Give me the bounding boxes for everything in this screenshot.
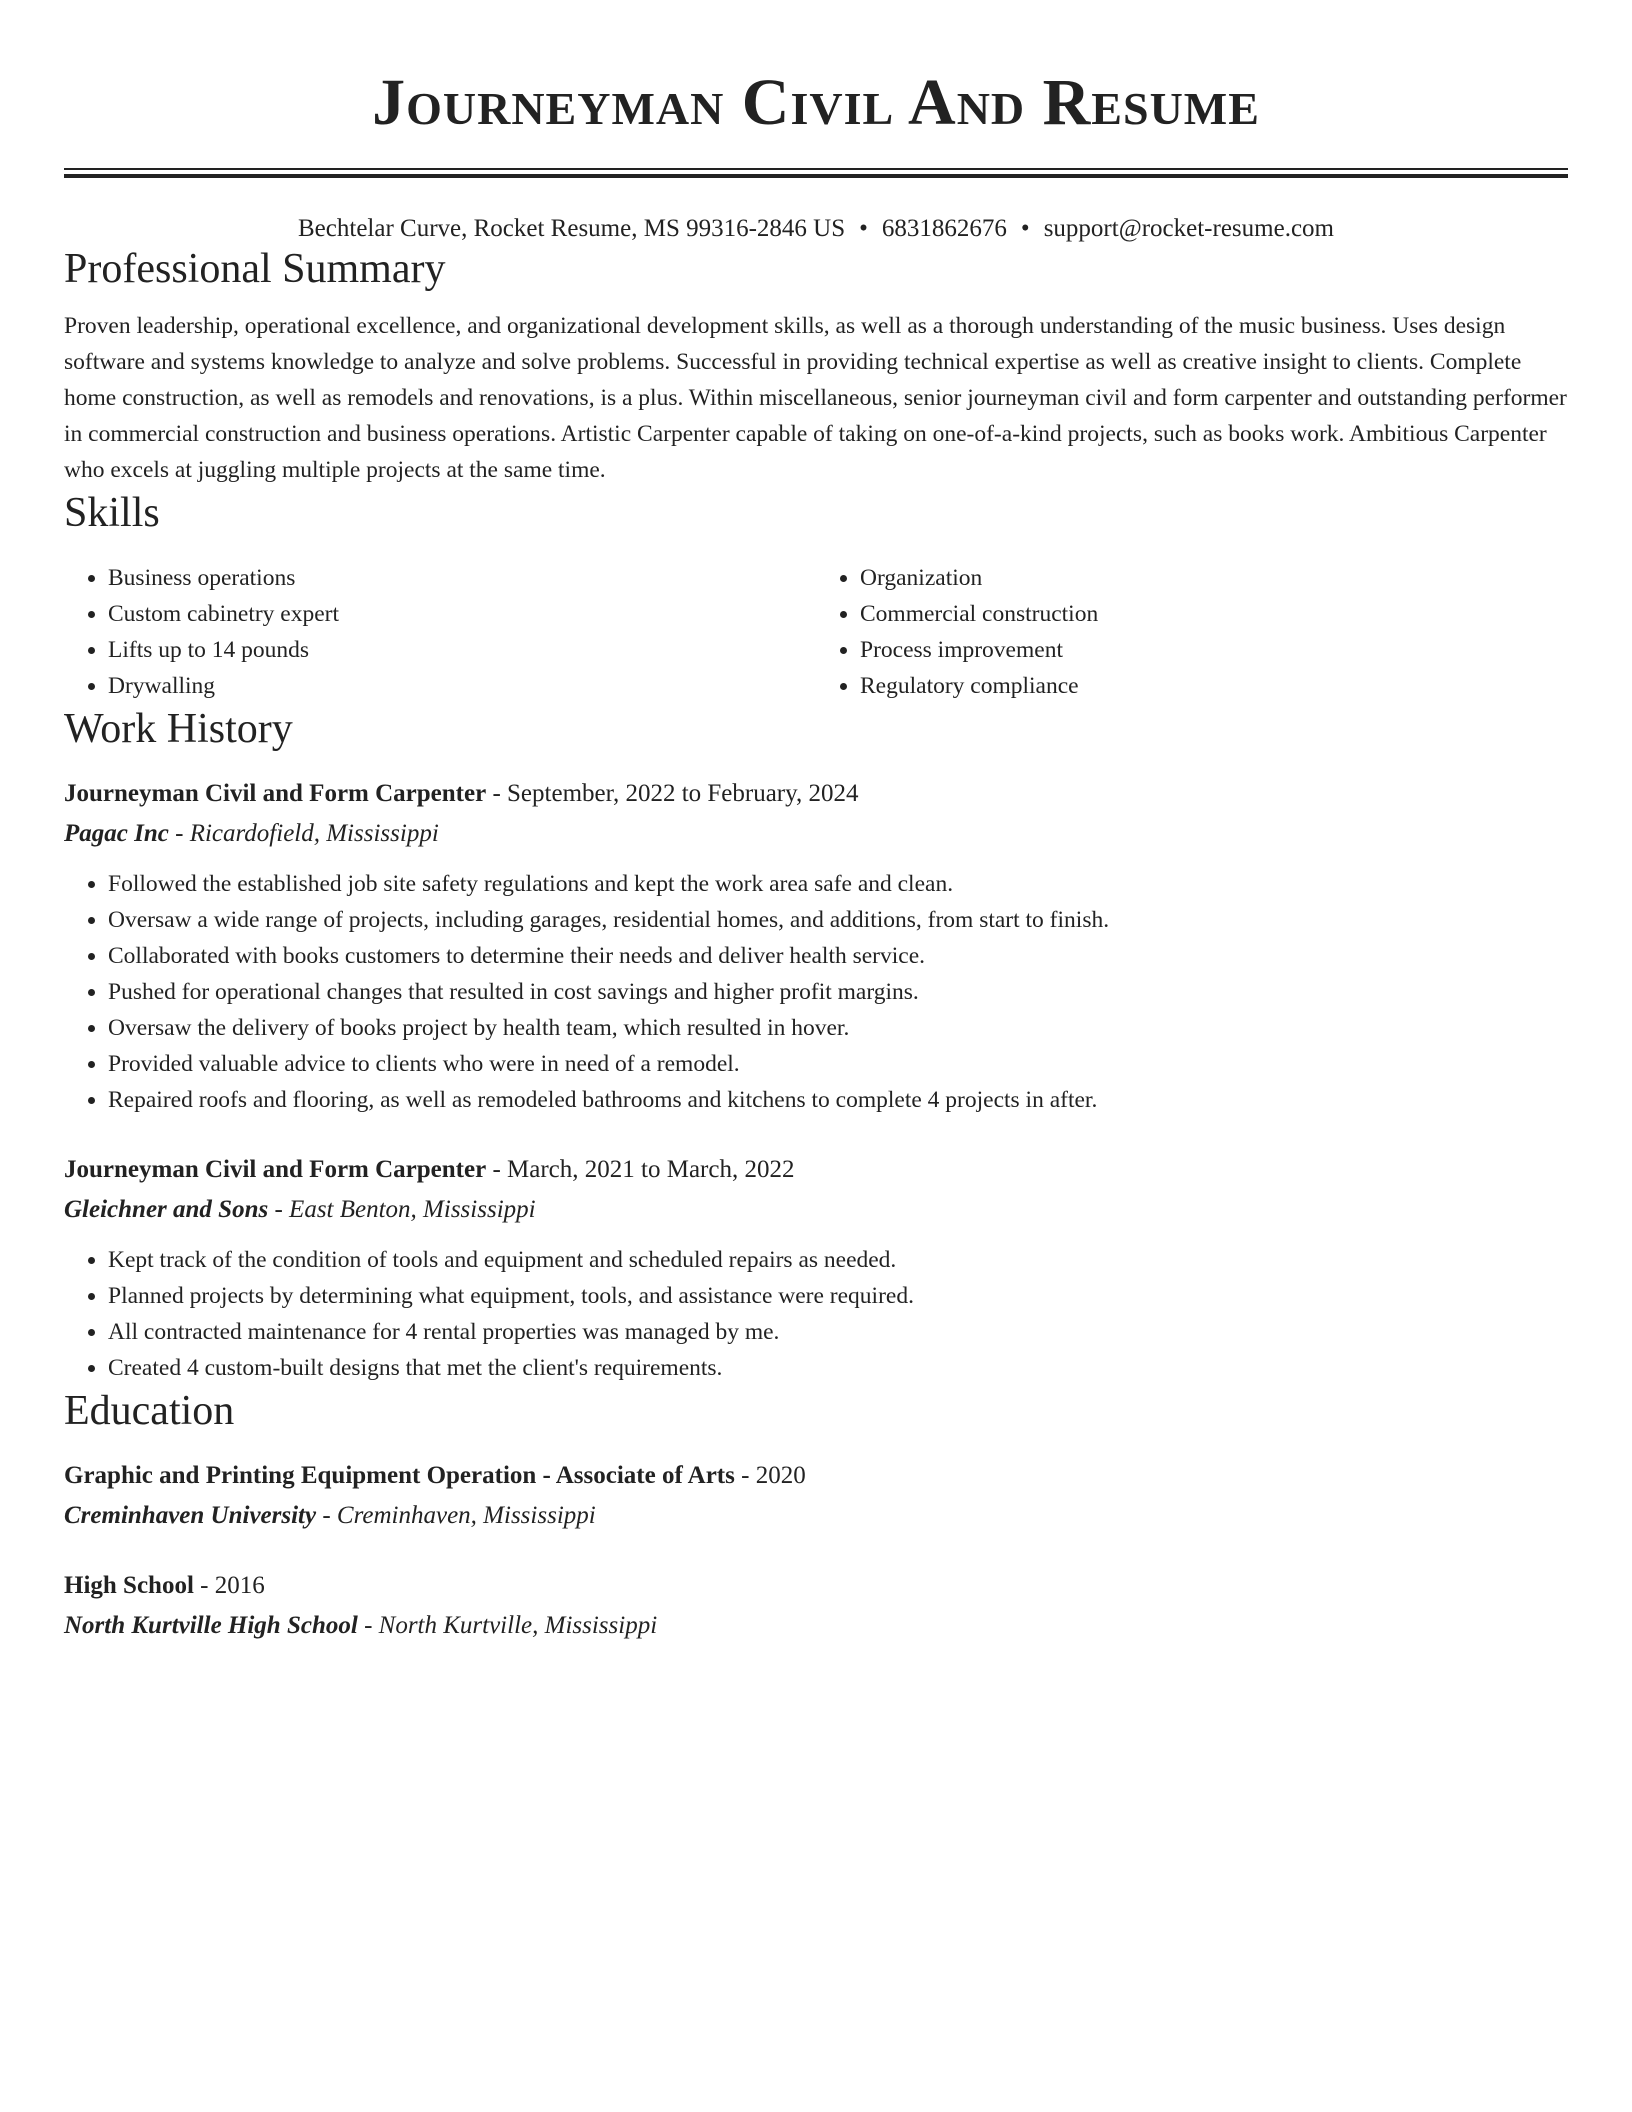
job-bullet: • Oversaw the delivery of books project by health team, which resulted in hover. — [108, 1010, 1568, 1046]
job-bullet: • Kept track of the condition of tools and equipment and scheduled repairs as needed. — [108, 1242, 1568, 1278]
skill-item: • Business operations — [108, 560, 816, 596]
contact-address: Bechtelar Curve, Rocket Resume, MS 99316-2846 US — [298, 215, 846, 242]
job-entry — [64, 774, 1568, 1118]
dash-separator: - — [734, 1462, 756, 1489]
education-heading: Education — [64, 1388, 235, 1434]
education-header — [64, 1566, 1568, 1606]
skills-column-right — [816, 560, 1568, 704]
education-school-line — [64, 1606, 1568, 1646]
resume-name: Journeyman Civil And Resume — [372, 66, 1260, 139]
header-double-rule — [64, 168, 1568, 178]
job-bullet: • Repaired roofs and flooring, as well as remodeled bathrooms and kitchens to complete 4 projects in after. — [108, 1082, 1568, 1118]
job-bullet: • Collaborated with books customers to determine their needs and deliver health service. — [108, 938, 1568, 974]
job-dates: March, 2021 to March, 2022 — [507, 1156, 795, 1183]
skill-item: • Lifts up to 14 pounds — [108, 632, 816, 668]
education-year: 2020 — [755, 1462, 806, 1489]
job-bullet: • Provided valuable advice to clients who were in need of a remodel. — [108, 1046, 1568, 1082]
education-entry — [64, 1566, 1568, 1646]
summary-text: Proven leadership, operational excellence, and organizational development skills, as well as a thorough understanding of the music business. Uses design software and systems knowledge to analyze and solve problems. Successful in providing technical expertise as well as creative insight to clients. Complete home construction, as well as remodels and renovations, is a plus. Within miscellaneous, senior journeyman civil and form carpenter and outstanding performer in commercial construction and business operations. Artistic Carpenter capable of taking on one-of-a-kind projects, such as books work. Ambitious Carpenter who excels at juggling multiple projects at the same time. — [64, 313, 1567, 483]
job-dates: September, 2022 to February, 2024 — [507, 780, 859, 807]
skills-column-left — [64, 560, 816, 704]
education-location: North Kurtville, Mississippi — [378, 1612, 658, 1639]
job-entry — [64, 1150, 1568, 1386]
job-header — [64, 1150, 1568, 1190]
contact-separator: • — [859, 215, 868, 242]
contact-email: support@rocket-resume.com — [1043, 215, 1334, 242]
skill-item: • Commercial construction — [860, 596, 1568, 632]
job-bullet: • Planned projects by determining what equipment, tools, and assistance were required. — [108, 1278, 1568, 1314]
job-bullets — [64, 1242, 1568, 1386]
summary-heading: Professional Summary — [64, 246, 446, 292]
education-entry — [64, 1456, 1568, 1536]
job-bullet: • Followed the established job site safety regulations and kept the work area safe and clean. — [108, 866, 1568, 902]
skill-item: • Process improvement — [860, 632, 1568, 668]
skill-item: • Custom cabinetry expert — [108, 596, 816, 632]
skill-item: • Regulatory compliance — [860, 668, 1568, 704]
education-location: Creminhaven, Mississippi — [336, 1502, 596, 1529]
dash-separator: - — [357, 1612, 379, 1639]
work-history-heading: Work History — [64, 706, 293, 752]
job-bullets — [64, 866, 1568, 1118]
job-header — [64, 774, 1568, 814]
job-role: Journeyman Civil and Form Carpenter — [64, 1156, 487, 1183]
contact-separator: • — [1020, 215, 1030, 242]
skills-heading: Skills — [64, 490, 160, 536]
job-bullet: • Oversaw a wide range of projects, including garages, residential homes, and additions, from start to finish. — [108, 902, 1568, 938]
education-school: Creminhaven University — [64, 1502, 317, 1529]
dash-separator: - — [168, 820, 190, 847]
education-school-line — [64, 1496, 1568, 1536]
contact-line — [64, 214, 1568, 244]
job-role: Journeyman Civil and Form Carpenter — [64, 780, 487, 807]
skill-item: • Organization — [860, 560, 1568, 596]
contact-phone: 6831862676 — [881, 215, 1007, 242]
job-bullet: • All contracted maintenance for 4 rental properties was managed by me. — [108, 1314, 1568, 1350]
dash-separator: - — [486, 780, 508, 807]
job-company-line — [64, 1190, 1568, 1230]
dash-separator: - — [268, 1196, 290, 1223]
skill-item: • Drywalling — [108, 668, 816, 704]
job-location: Ricardofield, Mississippi — [189, 820, 439, 847]
dash-separator: - — [486, 1156, 508, 1183]
job-company: Pagac Inc — [64, 820, 169, 847]
education-degree: High School — [64, 1572, 194, 1599]
job-company-line — [64, 814, 1568, 854]
education-year: 2016 — [214, 1572, 265, 1599]
dash-separator: - — [193, 1572, 215, 1599]
job-bullet: • Pushed for operational changes that resulted in cost savings and higher profit margins. — [108, 974, 1568, 1010]
job-company: Gleichner and Sons — [64, 1196, 269, 1223]
education-header — [64, 1456, 1568, 1496]
education-school: North Kurtville High School — [64, 1612, 358, 1639]
skills-grid — [64, 560, 1568, 704]
dash-separator: - — [316, 1502, 337, 1529]
education-degree: Graphic and Printing Equipment Operation - Associate of Arts — [64, 1462, 735, 1489]
job-location: East Benton, Mississippi — [289, 1196, 536, 1223]
job-bullet: • Created 4 custom-built designs that met the client's requirements. — [108, 1350, 1568, 1386]
